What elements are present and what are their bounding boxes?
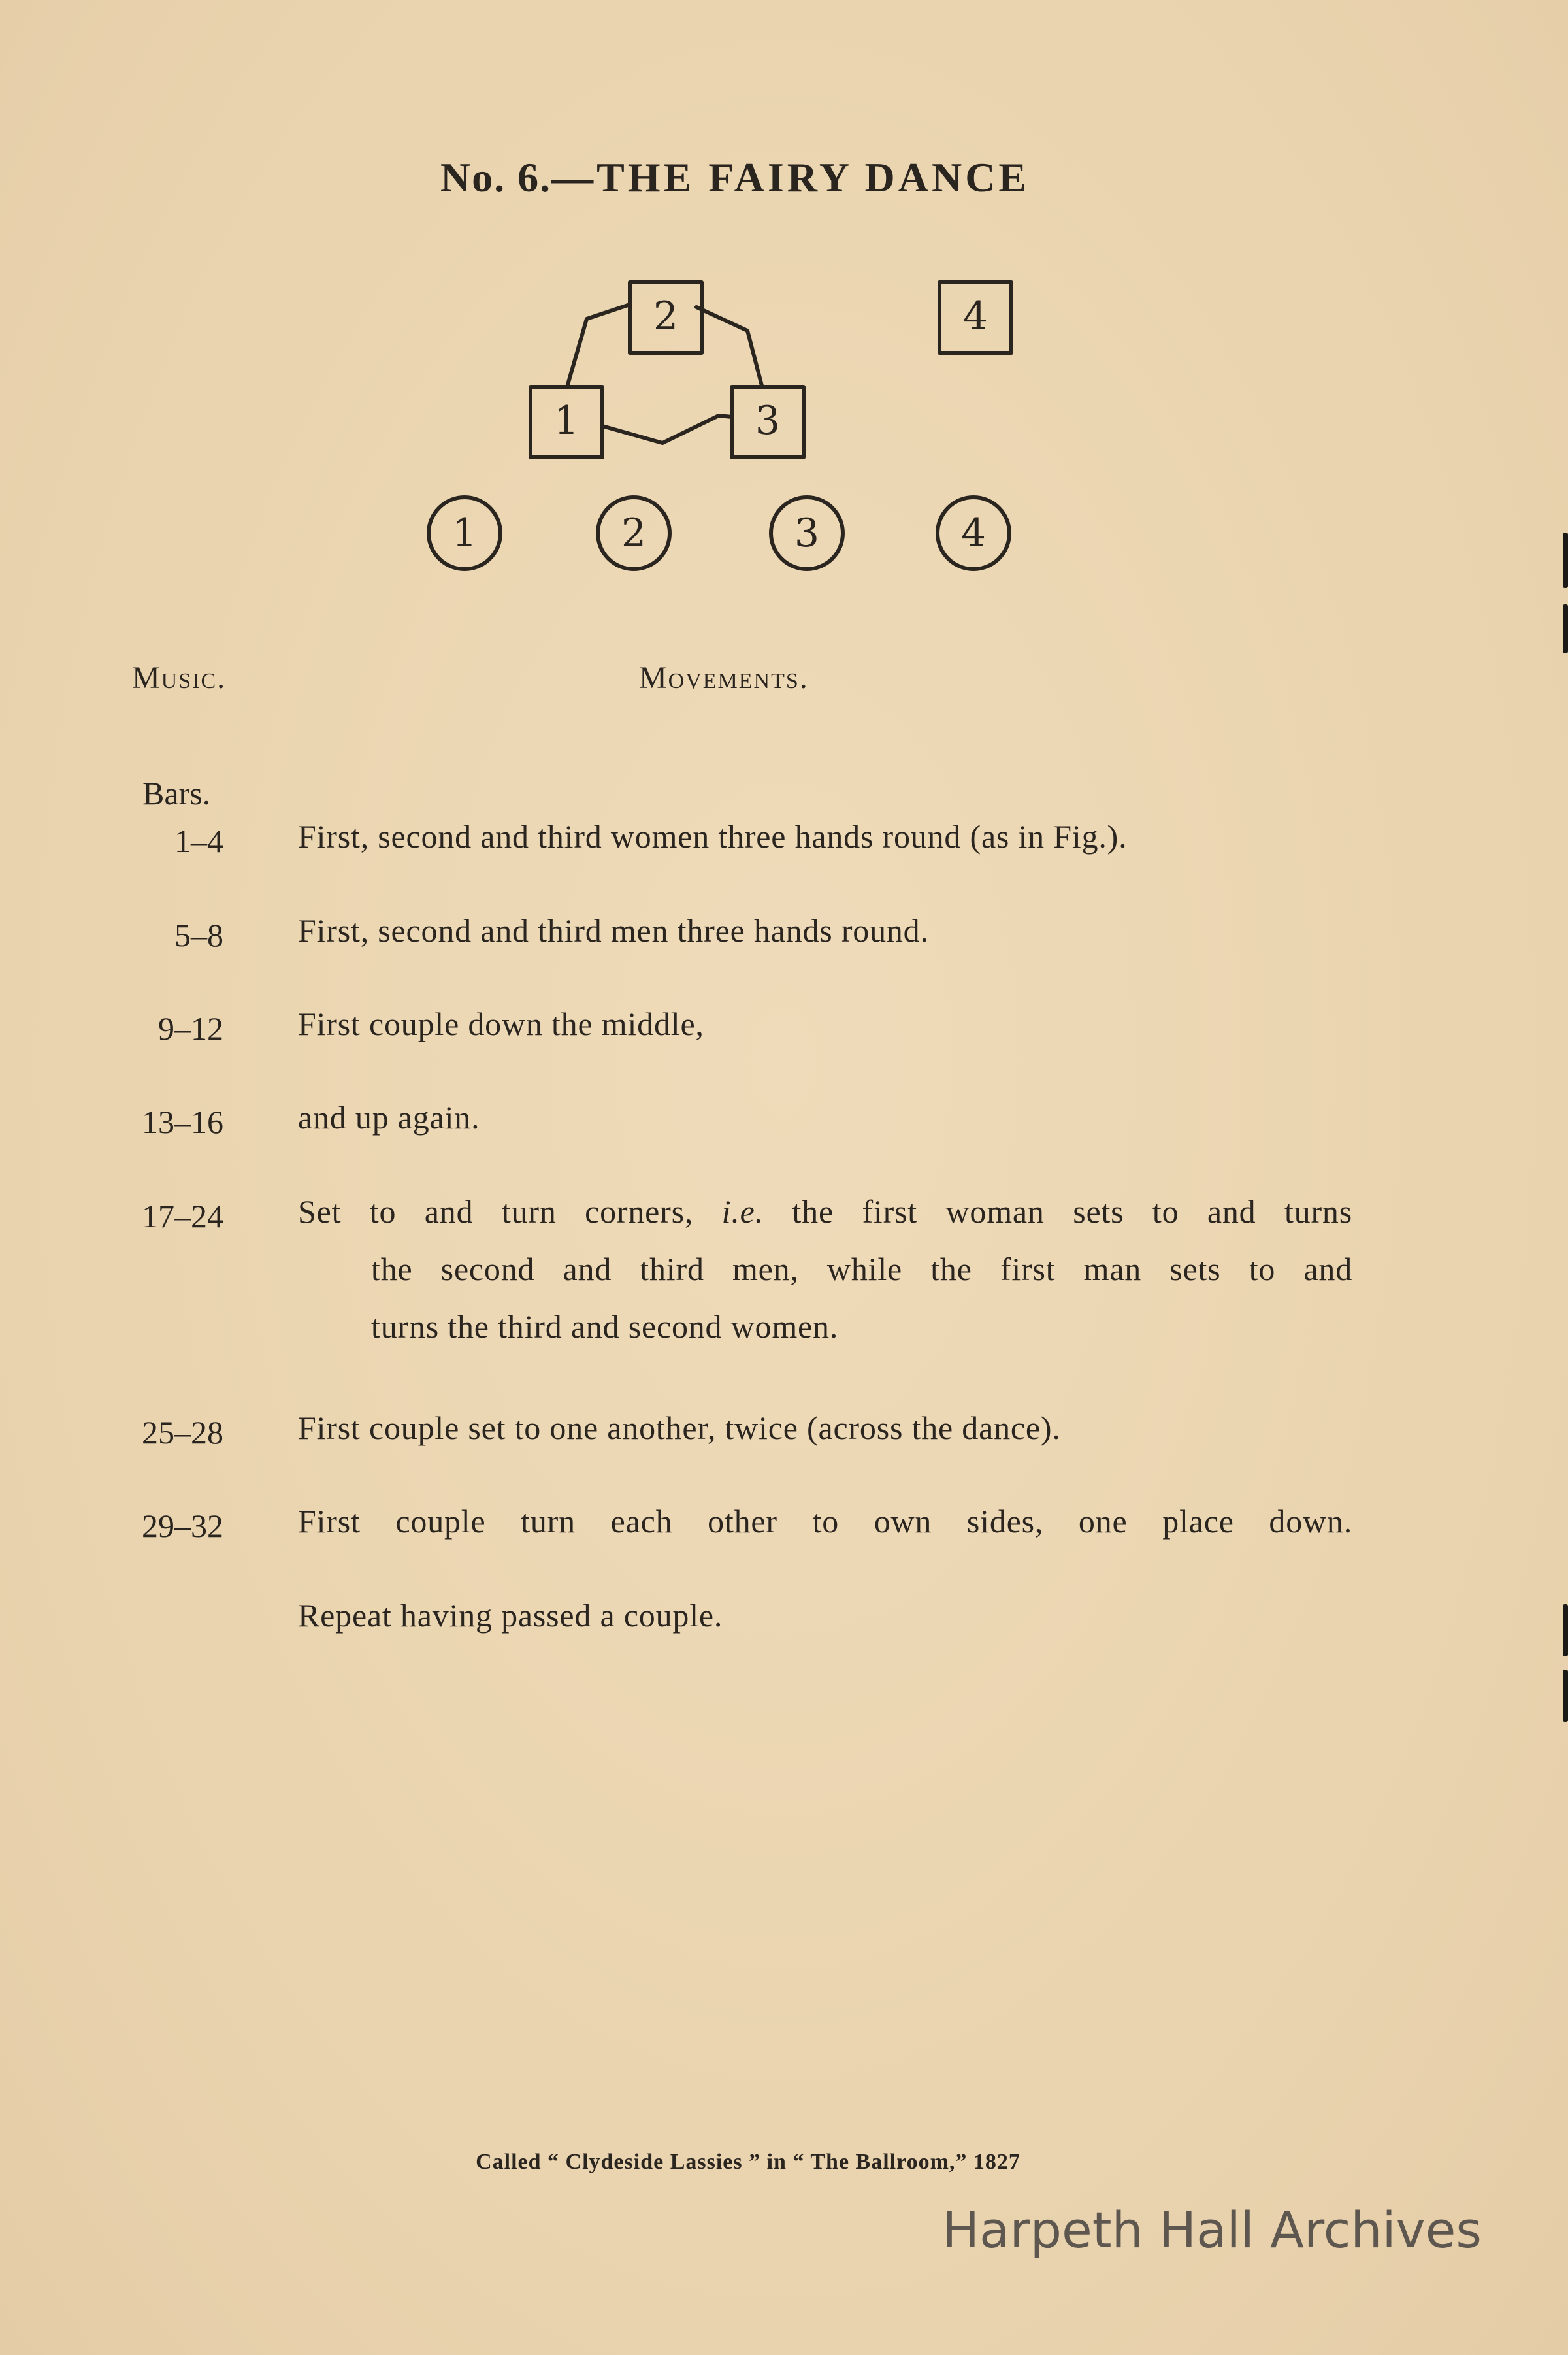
archive-watermark: Harpeth Hall Archives: [941, 2201, 1482, 2259]
man-label-4: 4: [960, 510, 987, 556]
movement-text: [298, 1183, 1352, 1355]
woman-label-4: 4: [962, 293, 988, 339]
page-title: [0, 154, 1470, 202]
binding-mark: [1563, 1670, 1568, 1722]
bar-range: 29–32: [142, 1507, 223, 1544]
bar-range: 5–8: [174, 917, 223, 953]
title-number: No. 6.: [440, 154, 552, 201]
movement-text: [298, 1399, 1352, 1457]
movement-line: [298, 1183, 1352, 1240]
movement-text: [298, 1492, 1352, 1550]
movement-text: [298, 1587, 1352, 1644]
movement-line: First, second and third women three hands round (as in Fig.).: [298, 818, 1128, 855]
binding-mark: [1563, 604, 1568, 653]
hands-line-1-2: [567, 305, 630, 387]
dance-figure: [405, 268, 1058, 588]
man-label-1: 1: [451, 510, 478, 556]
woman-label-1: 1: [553, 398, 580, 444]
hands-line-1-3: [602, 416, 732, 443]
movement-text: [298, 808, 1352, 865]
man-label-3: 3: [794, 510, 820, 556]
man-label-2: 2: [621, 510, 647, 556]
movement-line: Repeat having passed a couple.: [298, 1597, 723, 1634]
woman-label-3: 3: [755, 398, 781, 444]
hands-line-2-3: [696, 307, 762, 386]
title-name: THE FAIRY DANCE: [596, 154, 1030, 201]
movements-column-heading: Movements.: [639, 661, 809, 695]
movement-text: [298, 995, 1352, 1053]
movement-line-start: Set to and turn corners,: [298, 1193, 722, 1230]
movement-text: [298, 1089, 1352, 1146]
bar-range: 1–4: [174, 823, 223, 859]
title-dash: —: [551, 154, 597, 201]
bar-range: 13–16: [142, 1104, 223, 1140]
movement-line: First couple set to one another, twice (across the dance).: [298, 1409, 1061, 1446]
movement-text: [298, 902, 1352, 959]
bars-label: Bars.: [142, 775, 211, 812]
binding-mark: [1563, 533, 1568, 588]
bar-range: 9–12: [158, 1010, 223, 1047]
movement-line: turns the third and second women.: [371, 1308, 839, 1345]
movement-line: First couple down the middle,: [298, 1006, 704, 1042]
movement-line: and up again.: [298, 1099, 480, 1136]
movement-line: First, second and third men three hands round.: [298, 912, 929, 949]
source-caption: Called “ Clydeside Lassies ” in “ The Ballroom,” 1827: [476, 2150, 1021, 2174]
woman-label-2: 2: [653, 293, 679, 339]
movement-line: First couple turn each other to own sides, one place down.: [298, 1503, 1352, 1540]
movement-line-end: the first woman sets to and turns: [763, 1193, 1352, 1230]
music-column-heading: Music.: [132, 661, 227, 695]
binding-mark: [1563, 1604, 1568, 1656]
movement-line-italic: i.e.: [721, 1193, 764, 1230]
movement-line: the second and third men, while the first man sets to and: [371, 1251, 1352, 1287]
bar-range: 25–28: [142, 1414, 223, 1451]
bar-range: 17–24: [142, 1198, 223, 1234]
